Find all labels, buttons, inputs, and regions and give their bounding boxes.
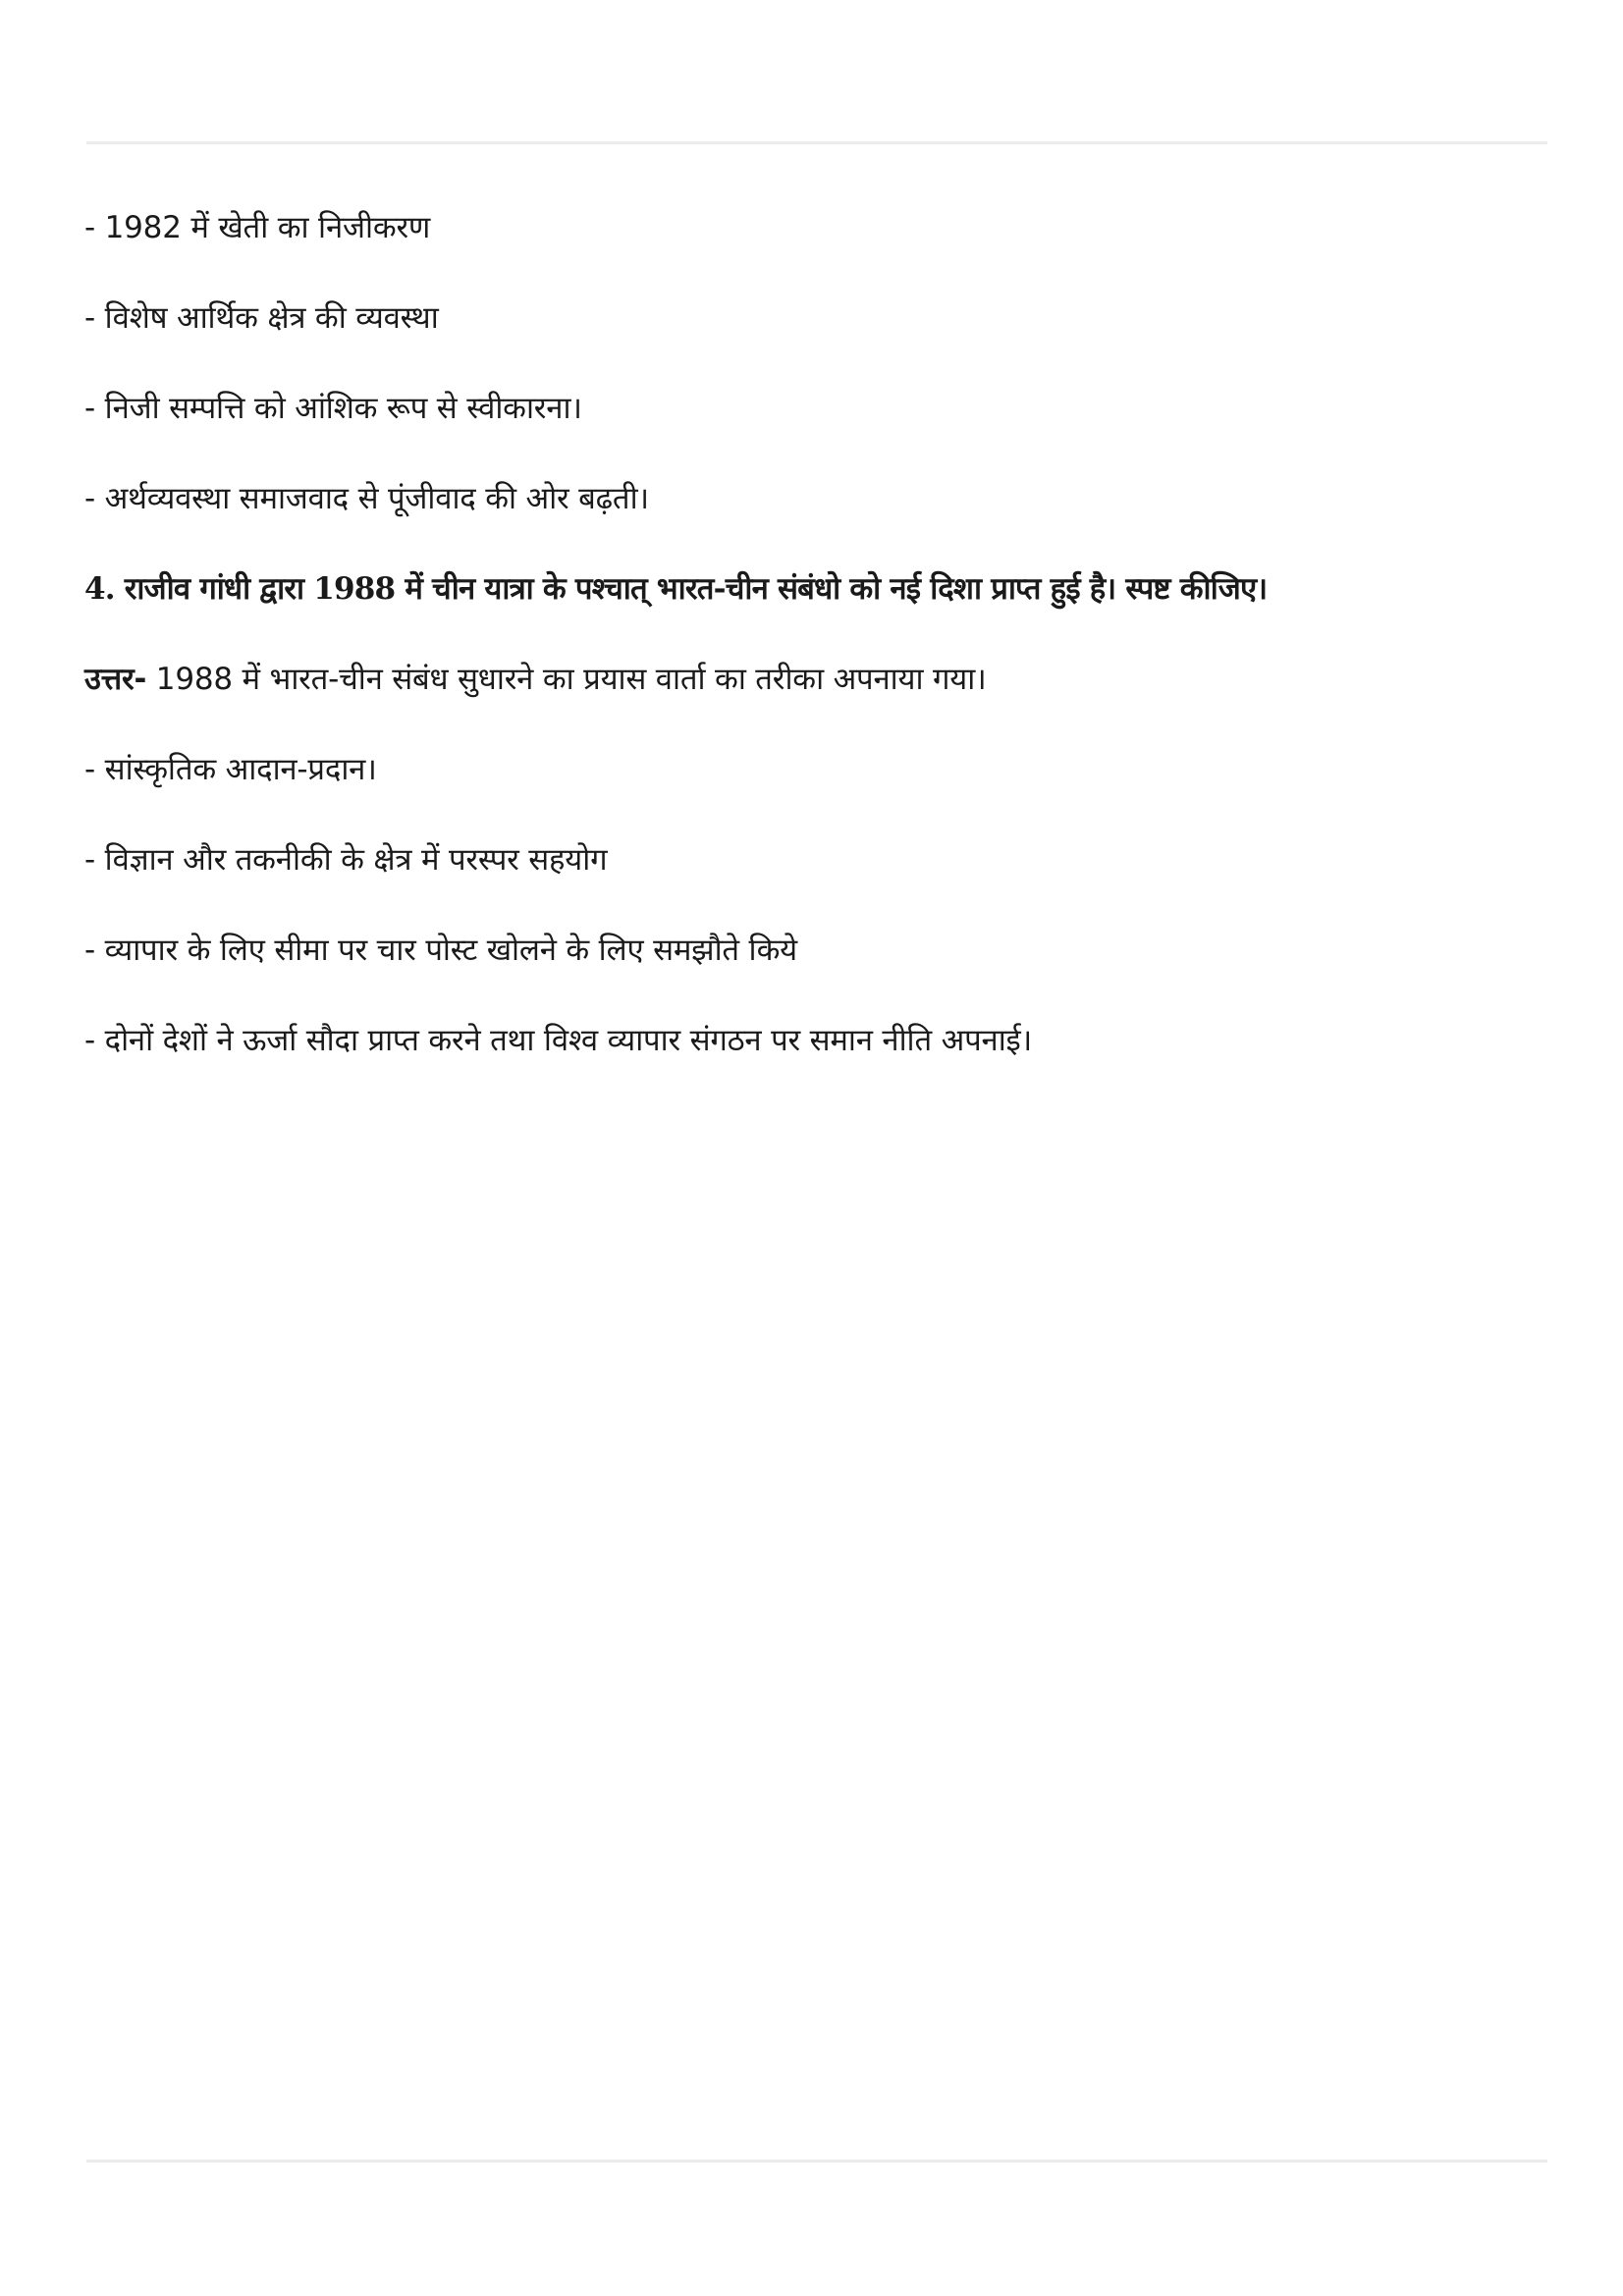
list-item: - व्यापार के लिए सीमा पर चार पोस्ट खोलने के लिए समझौते किये xyxy=(84,933,797,968)
list-item: - अर्थव्यवस्था समाजवाद से पूंजीवाद की ओर बढ़ती। xyxy=(84,481,649,516)
question-heading: 4. राजीव गांधी द्वारा 1988 में चीन यात्रा के पश्चात् भारत-चीन संबंधो को नई दिशा प्राप्त हुई है। स्पष्ट कीजिए। xyxy=(84,571,1268,607)
document-body xyxy=(84,208,1547,1111)
bottom-divider xyxy=(86,2160,1547,2163)
top-divider xyxy=(86,141,1547,144)
answer-label: उत्तर- xyxy=(84,662,147,697)
list-item: - निजी सम्पत्ति को आंशिक रूप से स्वीकारना। xyxy=(84,391,582,426)
answer-text: 1988 में भारत-चीन संबंध सुधारने का प्रयास वार्ता का तरीका अपनाया गया। xyxy=(146,662,987,697)
list-item: - सांस्कृतिक आदान-प्रदान। xyxy=(84,752,377,787)
list-item: - दोनों देशों ने ऊर्जा सौदा प्राप्त करने तथा विश्व व्यापार संगठन पर समान नीति अपनाई। xyxy=(84,1023,1033,1058)
list-item: - विशेष आर्थिक क्षेत्र की व्यवस्था xyxy=(84,300,439,336)
answer-paragraph xyxy=(84,660,1547,699)
list-item: - 1982 में खेती का निजीकरण xyxy=(84,210,431,245)
list-item: - विज्ञान और तकनीकी के क्षेत्र में परस्पर सहयोग xyxy=(84,842,608,878)
